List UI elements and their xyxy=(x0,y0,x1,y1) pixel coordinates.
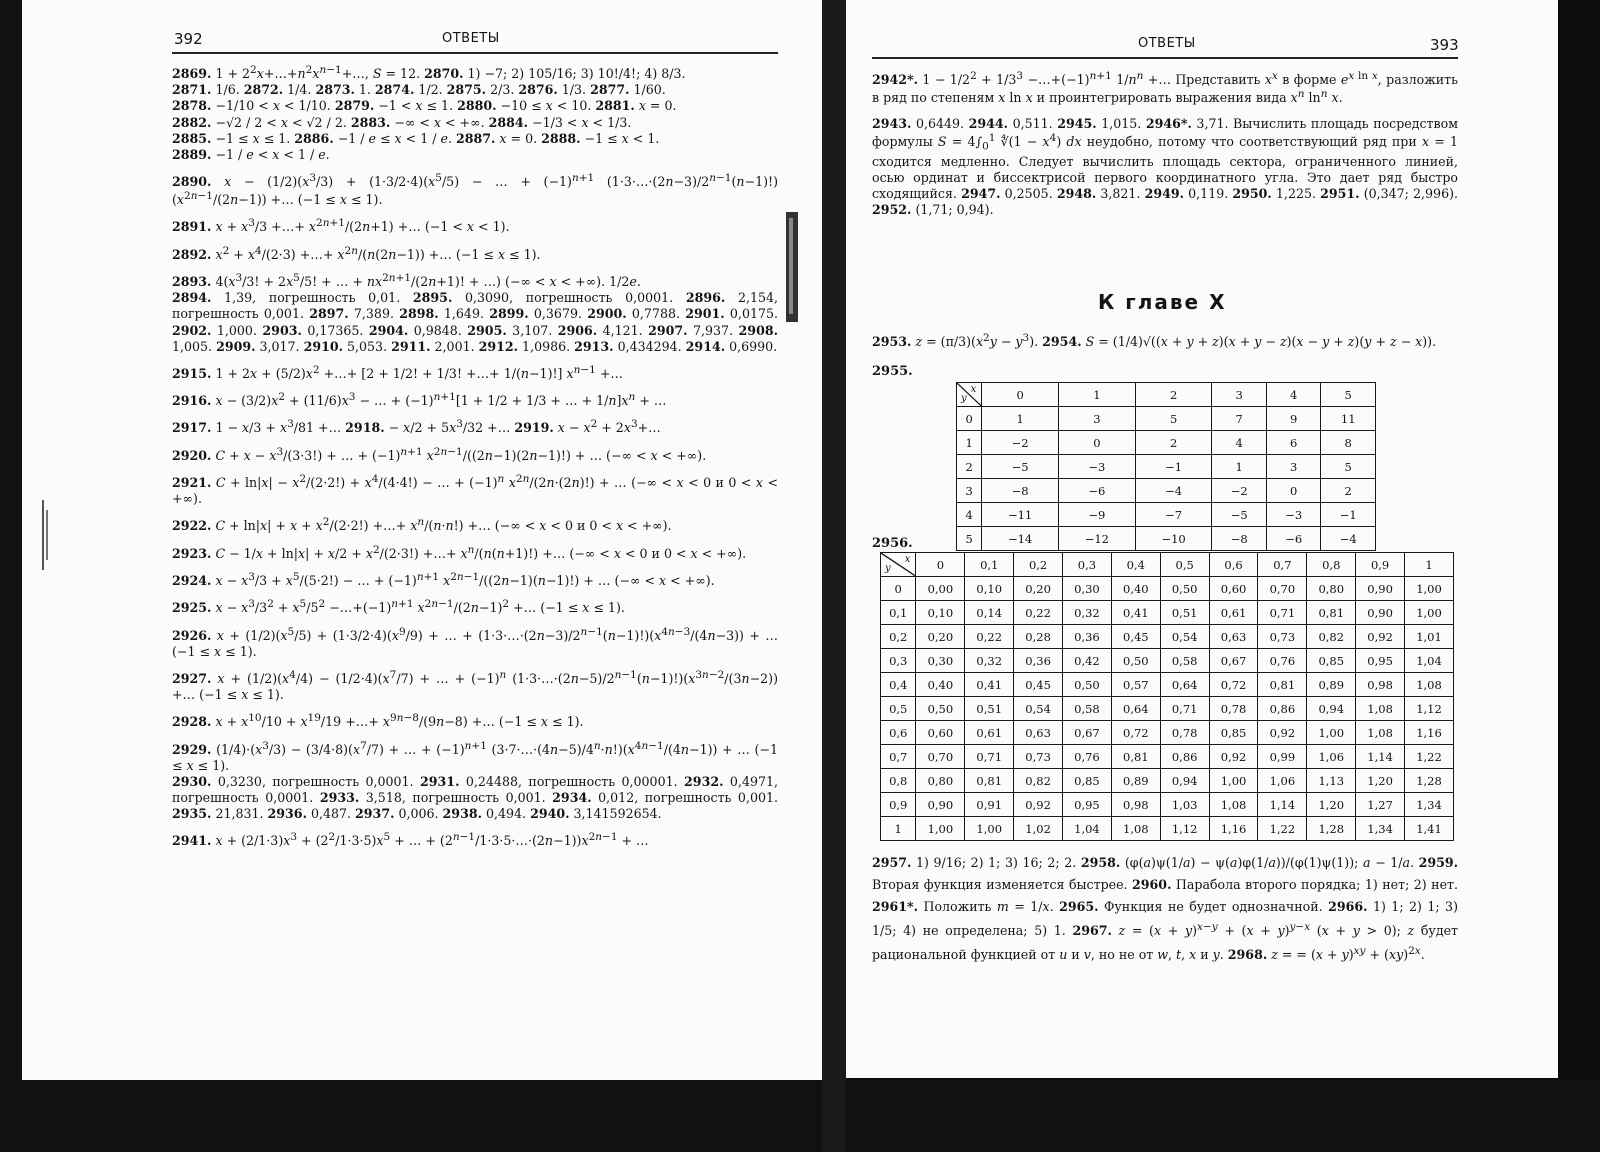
table-cell: 0,50 xyxy=(1111,649,1160,673)
table-row xyxy=(957,527,1376,551)
table-cell: −12 xyxy=(1059,527,1136,551)
table-cell: −5 xyxy=(1212,503,1266,527)
table-row xyxy=(881,745,1454,769)
table-cell: 0,51 xyxy=(965,697,1014,721)
answer-entry: 2869. $1 + 2^2x+\dots+n^2x^{n-1}+\dots$, S = 12. 2870. 1) −7; 2) 105/16; 3) 10!/4!; 4) 8/3. xyxy=(172,64,686,82)
table-row xyxy=(881,601,1454,625)
scan-edge-bottom xyxy=(0,1080,1600,1152)
answer-2953-2954: 2953. $z = (\pi/3)(x^2y - y^3)$. 2954. S = (1/4)√((x + y + z)(x + y − z)(x − y + z)(y + z − x)). xyxy=(872,332,1437,350)
table-cell: 1,28 xyxy=(1405,769,1454,793)
column-header: 0,4 xyxy=(1111,553,1160,577)
table-cell: 0,73 xyxy=(1258,625,1307,649)
table-cell: 0 xyxy=(1266,479,1320,503)
table-cell: 1,03 xyxy=(1160,793,1209,817)
row-header: 1 xyxy=(881,817,916,841)
answer-entry: 2942*. $1 - 1/2^2 + 1/3^3$ $-\dots+(-1)^{n+1}$ $1/n^n$ +… Представить $x^x$ в форме $e^{x ln x}$, разложить в ряд по степеням x ln x и проинтегрировать выражения вида $x^n$ $\ln^n x$. xyxy=(872,70,1459,106)
table-2955-label: 2955. xyxy=(872,364,913,379)
table-cell: 0,32 xyxy=(1063,601,1112,625)
table-cell: −11 xyxy=(982,503,1059,527)
row-header: 0,1 xyxy=(881,601,916,625)
column-header: 0,2 xyxy=(1014,553,1063,577)
row-header: 0,2 xyxy=(881,625,916,649)
table-cell: 0,92 xyxy=(1258,721,1307,745)
table-cell: 0,41 xyxy=(965,673,1014,697)
table-cell: 0,92 xyxy=(1356,625,1405,649)
table-cell: −5 xyxy=(982,455,1059,479)
table-cell: −1 xyxy=(1321,503,1376,527)
table-cell: 3 xyxy=(1059,407,1136,431)
answer-entry: 2924. $x - x^3/3 + x^5/(5\cdot 2!)$ − … + $(-1)^{n+1}$ $x^{2n-1}/((2n-1)(n-1)!)$ + … (−∞ < x < +∞). xyxy=(172,570,715,589)
table-cell: 0,42 xyxy=(1063,649,1112,673)
table-cell: 0,92 xyxy=(1014,793,1063,817)
table-corner-cell xyxy=(881,553,916,577)
table-cell: 0,70 xyxy=(916,745,965,769)
row-header: 1 xyxy=(957,431,982,455)
table-cell: 0,78 xyxy=(1160,721,1209,745)
table-cell: 0,45 xyxy=(1014,673,1063,697)
table-cell: −7 xyxy=(1135,503,1212,527)
table-row xyxy=(881,673,1454,697)
row-header: 0,3 xyxy=(881,649,916,673)
table-cell: 1,04 xyxy=(1063,817,1112,841)
answer-entry: 2928. $x + x^{10}/10 + x^{19}/19$ +…+ $x^{9n-8}/(9n-8)$ +… (−1 ≤ x ≤ 1). xyxy=(172,712,584,730)
table-cell: 1,00 xyxy=(1405,601,1454,625)
table-cell: 1,00 xyxy=(1209,769,1258,793)
table-cell: 0,67 xyxy=(1209,649,1258,673)
table-cell: 1,06 xyxy=(1258,769,1307,793)
table-cell: 0,20 xyxy=(1014,577,1063,601)
corner-y-label: y xyxy=(961,393,967,404)
table-cell: 0,40 xyxy=(1111,577,1160,601)
table-cell: 1,00 xyxy=(916,817,965,841)
table-cell: 0,80 xyxy=(1307,577,1356,601)
answer-entry: 2923. $C - 1/x + \ln|x| + x/2 + x^2/(2\cdot 3!)$ +…+ $x^n/(n(n+1)!)$ +… (−∞ < x < 0 и 0 < x < +∞). xyxy=(172,543,747,561)
table-cell: 1,00 xyxy=(1307,721,1356,745)
table-cell: 0,60 xyxy=(1209,577,1258,601)
table-cell: 0,81 xyxy=(965,769,1014,793)
table-corner-cell xyxy=(957,383,982,407)
binding-artifact xyxy=(782,212,804,322)
table-cell: 0,82 xyxy=(1307,625,1356,649)
table-cell: 0,92 xyxy=(1209,745,1258,769)
table-cell: 1,34 xyxy=(1356,817,1405,841)
corner-y-label: y xyxy=(885,563,891,574)
answer-entry: 2941. $x + (2/1\cdot 3)x^3 + (2^2/1\cdot 3\cdot 5)x^5$ + … + $(2^{n-1}/1\cdot 3\cdot 5\cdot\dots\cdot(2n-1))x^{2n-1}$ + … xyxy=(172,831,649,849)
column-header: 4 xyxy=(1266,383,1320,407)
table-cell: −6 xyxy=(1059,479,1136,503)
table-cell: −14 xyxy=(982,527,1059,551)
column-header: 0,7 xyxy=(1258,553,1307,577)
table-row xyxy=(881,625,1454,649)
table-cell: 0,61 xyxy=(965,721,1014,745)
table-cell: 0,00 xyxy=(916,577,965,601)
scan-artifact xyxy=(36,500,56,580)
table-cell: 1,27 xyxy=(1356,793,1405,817)
table-cell: 0,10 xyxy=(916,601,965,625)
table-cell: 5 xyxy=(1321,455,1376,479)
table-row xyxy=(881,769,1454,793)
table-cell: 0,80 xyxy=(916,769,965,793)
table-cell: 0,54 xyxy=(1160,625,1209,649)
table-cell: 0,99 xyxy=(1258,745,1307,769)
table-cell: 1,14 xyxy=(1258,793,1307,817)
table-cell: 9 xyxy=(1266,407,1320,431)
table-cell: −1 xyxy=(1135,455,1212,479)
table-cell: 3 xyxy=(1266,455,1320,479)
left-page xyxy=(22,0,822,1080)
table-cell: 0,85 xyxy=(1307,649,1356,673)
answer-entry: 2894. 1,39, погрешность 0,01. 2895. 0,3090, погрешность 0,0001. 2896. 2,154, погрешность 0,001. 2897. 7,389. 2898. 1,649. 2899. 0,3679. 2900. 0,7788. 2901. 0,0175. 2902. 1,000. 2903. 0,17365. 2904. 0,9848. 2905. 3,107. 2906. 4,121. 2907. 7,937. 2908. 1,005. 2909. 3,017. 2910. 5,053. 2911. 2,001. 2912. 1,0986. 2913. 0,434294. 2914. 0,6990. xyxy=(172,290,779,354)
table-cell: 0,72 xyxy=(1209,673,1258,697)
table-cell: 1,22 xyxy=(1405,745,1454,769)
table-cell: 0,10 xyxy=(965,577,1014,601)
table-cell: 0,36 xyxy=(1063,625,1112,649)
row-header: 0 xyxy=(881,577,916,601)
table-cell: 0,50 xyxy=(916,697,965,721)
table-cell: 4 xyxy=(1212,431,1266,455)
table-cell: 0,64 xyxy=(1160,673,1209,697)
row-header: 0,9 xyxy=(881,793,916,817)
answer-entry: 2927. $x + (1/2)(x^4/4) - (1/2\cdot 4)(x^7/7)$ + … + $(-1)^n$ $(1\cdot 3\cdot\dots\cdot(2n-5)/2^{n-1}(n-1)!)(x^{3n-2}/(3n-2))$ +… (−1 ≤ x ≤ 1). xyxy=(172,668,778,703)
column-header: 0,1 xyxy=(965,553,1014,577)
running-title-right: ОТВЕТЫ xyxy=(1138,36,1196,51)
table-cell: 1,34 xyxy=(1405,793,1454,817)
running-title-left: ОТВЕТЫ xyxy=(442,31,500,46)
page-number-left: 392 xyxy=(174,30,203,48)
table-cell: 0,86 xyxy=(1160,745,1209,769)
table-2955 xyxy=(956,382,1376,551)
table-cell: 0,20 xyxy=(916,625,965,649)
column-header: 0,8 xyxy=(1307,553,1356,577)
answer-entry: 2921. $C + \ln|x| - x^2/(2\cdot 2!) + x^4/(4\cdot 4!)$ − … + $(-1)^n$ $x^{2n}/(2n\cdot(2n)!)$ + … (−∞ < x < 0 и 0 < x < +∞). xyxy=(172,472,779,507)
table-cell: 0,85 xyxy=(1209,721,1258,745)
table-cell: 1,08 xyxy=(1356,697,1405,721)
table-cell: 0,76 xyxy=(1258,649,1307,673)
table-cell: 0,41 xyxy=(1111,601,1160,625)
table-cell: 0,76 xyxy=(1063,745,1112,769)
table-row xyxy=(957,407,1376,431)
table-cell: 0,58 xyxy=(1063,697,1112,721)
table-cell: 0,98 xyxy=(1356,673,1405,697)
table-cell: 0,90 xyxy=(916,793,965,817)
table-cell: 0,71 xyxy=(965,745,1014,769)
answer-entry: 2922. $C + \ln|x| + x + x^2/(2\cdot 2!)$ +…+ $x^n/(n\cdot n!)$ +… (−∞ < x < 0 и 0 < x < +∞). xyxy=(172,516,672,534)
answer-entry: 2882. −√2 / 2 < x < √2 / 2. 2883. −∞ < x < +∞. 2884. −1/3 < x < 1/3. xyxy=(172,114,632,130)
row-header: 0,4 xyxy=(881,673,916,697)
table-row xyxy=(881,817,1454,841)
table-cell: 0,70 xyxy=(1258,577,1307,601)
right-answers-bottom xyxy=(872,852,1458,967)
table-cell: 2 xyxy=(1135,431,1212,455)
row-header: 5 xyxy=(957,527,982,551)
column-header: 0,3 xyxy=(1063,553,1112,577)
answer-entry: 2890. $x - (1/2)(x^3/3) + (1\cdot 3/2\cdot 4)(x^5/5)$ − … + $(-1)^{n+1}$ $(1\cdot 3\cdot\dots\cdot(2n-3)/2^{n-1}(n-1)!)(x^{2n-1}/(2n-1))$ +… (−1 ≤ x ≤ 1). xyxy=(172,171,778,208)
table-cell: 1,08 xyxy=(1209,793,1258,817)
table-row xyxy=(957,503,1376,527)
table-cell: 1,06 xyxy=(1307,745,1356,769)
table-cell: 0,81 xyxy=(1111,745,1160,769)
table-cell: 1,20 xyxy=(1356,769,1405,793)
table-cell: 0,95 xyxy=(1063,793,1112,817)
table-cell: 0 xyxy=(1059,431,1136,455)
right-answers-top xyxy=(872,70,1458,218)
answer-entry: 2891. $x + x^3/3$ +…+ $x^{2n+1}/(2n+1)$ +… (−1 < x < 1). xyxy=(172,217,510,235)
table-cell: 2 xyxy=(1321,479,1376,503)
table-cell: 0,67 xyxy=(1063,721,1112,745)
answer-entry: 2917. $1 - x/3 + x^3/81$ +… 2918. − $x/2 + 5x^3/32$ +… 2919. $x - x^2$ + $2x^3+\dots$ xyxy=(172,418,661,436)
table-cell: 0,60 xyxy=(916,721,965,745)
answer-entry: 2957. 1) 9/16; 2) 1; 3) 16; 2; 2. 2958. (φ(a)ψ(1/a) − ψ(a)φ(1/a))/(φ(1)ψ(1)); a − 1/a. 2959. Вторая функция изменяется быстрее. 2960. Парабола второго порядка; 1) нет; 2) нет. 2961*. Положить m = 1/x. 2965. Функция не будет однозначной. 2966. 1) 1; 2) 1; 3) 1/5; 4) не определена; 5) 1. 2967. $z = (x + y)^{x-y} + (x + y)^{y-x}$ (x + y > 0); z будет рациональной функцией от u и v, но не от w, t, x и y. 2968. z = = $(x + y)^{xy} + (xy)^{2x}$. xyxy=(872,855,1459,963)
table-cell: 0,50 xyxy=(1160,577,1209,601)
table-cell: 1,16 xyxy=(1209,817,1258,841)
table-cell: 0,14 xyxy=(965,601,1014,625)
table-cell: 1,12 xyxy=(1405,697,1454,721)
answer-entry: 2926. $x + (1/2)(x^5/5) + (1\cdot 3/2\cdot 4)(x^9/9)$ + … + $(1\cdot 3\cdot\dots\cdot(2n-3)/2^{n-1}(n-1)!)(x^{4n-3}/(4n-3))$ + … (−1 ≤ x ≤ 1). xyxy=(172,625,778,659)
column-header: 3 xyxy=(1212,383,1266,407)
answer-entry: 2915. $1 + 2x + (5/2)x^2$ +…+ [2 + 1/2! + 1/3! +…+ 1/(n−1)!] $x^{n-1}$ +… xyxy=(172,363,623,381)
table-cell: 1,16 xyxy=(1405,721,1454,745)
column-header: 5 xyxy=(1321,383,1376,407)
table-cell: 1 xyxy=(982,407,1059,431)
table-row xyxy=(881,721,1454,745)
table-cell: −6 xyxy=(1266,527,1320,551)
table-cell: 5 xyxy=(1135,407,1212,431)
answer-entry: 2871. 1/6. 2872. 1/4. 2873. 1. 2874. 1/2. 2875. 2/3. 2876. 1/3. 2877. 1/60. xyxy=(172,82,666,98)
table-cell: −3 xyxy=(1059,455,1136,479)
row-header: 4 xyxy=(957,503,982,527)
table-cell: 1,08 xyxy=(1111,817,1160,841)
answer-entry: 2893. $4(x^3/3$! + $2x^5/5$! + … + $nx^{2n+1}/(2n+1)$! + …) (−∞ < x < +∞). 1/2e. xyxy=(172,272,641,290)
table-cell: 0,71 xyxy=(1258,601,1307,625)
row-header: 2 xyxy=(957,455,982,479)
table-cell: 0,90 xyxy=(1356,577,1405,601)
table-cell: 0,98 xyxy=(1111,793,1160,817)
left-answers-column xyxy=(172,64,778,850)
row-header: 0,6 xyxy=(881,721,916,745)
table-cell: 1 xyxy=(1212,455,1266,479)
table-cell: −4 xyxy=(1135,479,1212,503)
row-header: 0,8 xyxy=(881,769,916,793)
answer-entry: 2892. $x^2 + x^4/(2\cdot 3)$ +…+ $x^{2n}/(n(2n-1))$ +… (−1 ≤ x ≤ 1). xyxy=(172,244,541,262)
table-cell: 0,51 xyxy=(1160,601,1209,625)
column-header: 1 xyxy=(1059,383,1136,407)
table-cell: 1,20 xyxy=(1307,793,1356,817)
answer-entry: 2889. −1 / e < x < 1 / e. xyxy=(172,146,330,162)
table-cell: 1,41 xyxy=(1405,817,1454,841)
table-cell: −3 xyxy=(1266,503,1320,527)
table-cell: 0,78 xyxy=(1209,697,1258,721)
table-cell: 0,22 xyxy=(1014,601,1063,625)
chapter-heading: К главе X xyxy=(1098,290,1227,314)
table-2956-label: 2956. xyxy=(872,536,913,551)
table-cell: 0,58 xyxy=(1160,649,1209,673)
header-rule-right xyxy=(872,57,1458,59)
column-header: 1 xyxy=(1405,553,1454,577)
answer-entry: 2929. $(1/4)\cdot(x^3/3) - (3/4\cdot 8)(x^7/7)$ + … + $(-1)^{n+1}$ $(3\cdot 7\cdot\dots\cdot(4n-5)/4^n\cdot n!)(x^{4n-1}/(4n-1))$ + … (−1 ≤ x ≤ 1). xyxy=(172,739,778,773)
table-2956 xyxy=(880,552,1454,841)
table-row xyxy=(881,577,1454,601)
right-page xyxy=(846,0,1558,1078)
table-cell: 1,28 xyxy=(1307,817,1356,841)
table-row xyxy=(957,431,1376,455)
table-cell: 0,45 xyxy=(1111,625,1160,649)
table-cell: 8 xyxy=(1321,431,1376,455)
answer-entry: 2920. $C + x - x^3/(3\cdot 3!)$ + … + $(-1)^{n+1}$ $x^{2n-1}/((2n-1)(2n-1)!)$ + … (−∞ < x < +∞). xyxy=(172,445,707,463)
table-cell: 0,63 xyxy=(1209,625,1258,649)
table-cell: 0,50 xyxy=(1063,673,1112,697)
table-cell: 1,12 xyxy=(1160,817,1209,841)
table-cell: 1,00 xyxy=(1405,577,1454,601)
table-row xyxy=(881,649,1454,673)
table-cell: 0,81 xyxy=(1258,673,1307,697)
table-cell: 0,54 xyxy=(1014,697,1063,721)
table-cell: 1,14 xyxy=(1356,745,1405,769)
corner-x-label: x xyxy=(904,554,911,565)
table-cell: 1,00 xyxy=(965,817,1014,841)
table-cell: 0,64 xyxy=(1111,697,1160,721)
table-cell: −2 xyxy=(982,431,1059,455)
scan-edge-left xyxy=(0,0,22,1152)
table-cell: 0,91 xyxy=(965,793,1014,817)
table-cell: 0,36 xyxy=(1014,649,1063,673)
table-cell: 1,13 xyxy=(1307,769,1356,793)
table-cell: 1,01 xyxy=(1405,625,1454,649)
table-cell: 0,40 xyxy=(916,673,965,697)
row-header: 0 xyxy=(957,407,982,431)
table-cell: 0,81 xyxy=(1307,601,1356,625)
table-cell: 7 xyxy=(1212,407,1266,431)
table-cell: −8 xyxy=(1212,527,1266,551)
table-cell: −8 xyxy=(982,479,1059,503)
table-cell: 0,94 xyxy=(1307,697,1356,721)
book-gutter xyxy=(822,0,846,1152)
table-cell: 0,90 xyxy=(1356,601,1405,625)
table-cell: 0,86 xyxy=(1258,697,1307,721)
table-cell: 0,57 xyxy=(1111,673,1160,697)
table-cell: 0,85 xyxy=(1063,769,1112,793)
column-header: 0,5 xyxy=(1160,553,1209,577)
table-cell: 6 xyxy=(1266,431,1320,455)
table-cell: 0,63 xyxy=(1014,721,1063,745)
table-cell: 0,73 xyxy=(1014,745,1063,769)
answer-entry: 2930. 0,3230, погрешность 0,0001. 2931. 0,24488, погрешность 0,00001. 2932. 0,4971, погрешность 0,0001. 2933. 3,518, погрешность 0,001. 2934. 0,012, погрешность 0,001. 2935. 21,831. 2936. 0,487. 2937. 0,006. 2938. 0,494. 2940. 3,141592654. xyxy=(172,774,778,822)
table-cell: 0,71 xyxy=(1160,697,1209,721)
table-cell: 1,08 xyxy=(1356,721,1405,745)
table-cell: 0,95 xyxy=(1356,649,1405,673)
header-rule-left xyxy=(172,52,778,54)
answer-entry: 2925. $x - x^3/3^2 + x^5/5^2$ $-\dots+(-1)^{n+1}$ $x^{2n-1}/(2n-1)^2$ +… (−1 ≤ x ≤ 1). xyxy=(172,598,625,616)
table-cell: 1,04 xyxy=(1405,649,1454,673)
row-header: 0,5 xyxy=(881,697,916,721)
table-cell: 11 xyxy=(1321,407,1376,431)
table-cell: 0,94 xyxy=(1160,769,1209,793)
table-cell: −2 xyxy=(1212,479,1266,503)
answer-entry: 2885. −1 ≤ x ≤ 1. 2886. −1 / e ≤ x < 1 / e. 2887. x = 0. 2888. −1 ≤ x < 1. xyxy=(172,130,660,146)
row-header: 3 xyxy=(957,479,982,503)
table-cell: 0,72 xyxy=(1111,721,1160,745)
answer-entry: 2943. 0,6449. 2944. 0,511. 2945. 1,015. 2946*. 3,71. Вычислить площадь посредством формулы $S = 4\int_0^1$ ∜(1 − $x^4$) dx неудобно, потому что соответствующий ряд при x = 1 сходится медленно. Следует вычислить площадь сектора, ограниченного линией, осью ординат и биссектрисой первого координатного угла. Это дает ряд быстро сходящийся. 2947. 0,2505. 2948. 3,821. 2949. 0,119. 2950. 1,225. 2951. (0,347; 2,996). 2952. (1,71; 0,94). xyxy=(872,115,1459,218)
table-cell: 1,08 xyxy=(1405,673,1454,697)
table-row xyxy=(881,697,1454,721)
answer-entry: 2878. −1/10 < x < 1/10. 2879. −1 < x ≤ 1. 2880. −10 ≤ x < 10. 2881. x = 0. xyxy=(172,98,677,114)
table-cell: −10 xyxy=(1135,527,1212,551)
table-cell: 0,82 xyxy=(1014,769,1063,793)
table-cell: 0,89 xyxy=(1307,673,1356,697)
table-cell: 0,61 xyxy=(1209,601,1258,625)
table-cell: 0,30 xyxy=(1063,577,1112,601)
table-cell: 0,22 xyxy=(965,625,1014,649)
answer-entry: 2916. $x - (3/2)x^2 + (11/6)x^3$ − … + $(-1)^{n+1}[1 + 1/2 + 1/3$ + … + $1/n]x^n$ + … xyxy=(172,391,667,409)
column-header: 2 xyxy=(1135,383,1212,407)
table-cell: 0,30 xyxy=(916,649,965,673)
table-cell: 1,02 xyxy=(1014,817,1063,841)
table-cell: 0,32 xyxy=(965,649,1014,673)
table-row xyxy=(881,793,1454,817)
table-cell: 1,22 xyxy=(1258,817,1307,841)
page-number-right: 393 xyxy=(1430,36,1459,54)
corner-x-label: x xyxy=(970,384,977,395)
table-cell: 0,28 xyxy=(1014,625,1063,649)
column-header: 0,6 xyxy=(1209,553,1258,577)
column-header: 0,9 xyxy=(1356,553,1405,577)
table-cell: 0,89 xyxy=(1111,769,1160,793)
table-row xyxy=(957,479,1376,503)
row-header: 0,7 xyxy=(881,745,916,769)
table-cell: −9 xyxy=(1059,503,1136,527)
table-cell: −4 xyxy=(1321,527,1376,551)
column-header: 0 xyxy=(916,553,965,577)
table-row xyxy=(957,455,1376,479)
column-header: 0 xyxy=(982,383,1059,407)
